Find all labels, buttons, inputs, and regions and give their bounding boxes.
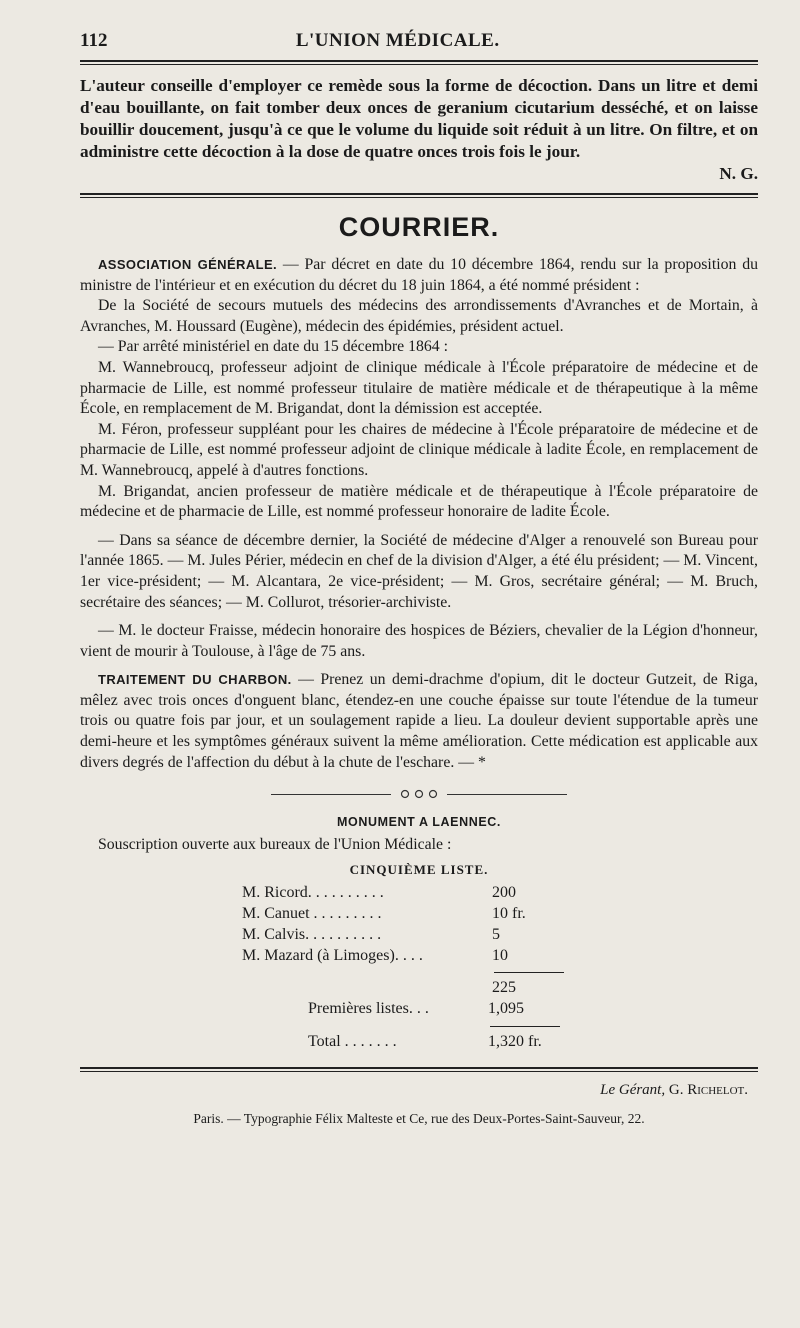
subscription-intro: Souscription ouverte aux bureaux de l'Union Médicale : <box>98 836 452 854</box>
subscriber-amount: 10 fr. <box>492 904 526 922</box>
page-number: 112 <box>80 30 108 51</box>
ornament-icon <box>397 789 441 799</box>
fraisse-paragraph: — M. le docteur Fraisse, médecin honoraire des hospices de Béziers, chevalier de la Légion d'honneur, vient de mourir à Toulouse, à l'âge de 75 ans. <box>80 622 758 660</box>
ornament-divider <box>80 789 758 799</box>
total-amount: 1,320 fr. <box>488 1032 542 1050</box>
journal-title: L'UNION MÉDICALE. <box>295 30 500 51</box>
subscription-list <box>242 882 758 998</box>
charbon-label: TRAITEMENT DU CHARBON. <box>98 672 292 688</box>
brigandat-paragraph: M. Brigandat, ancien professeur de matière médicale et de thérapeutique à l'École préparatoire de médecine et de pharmacie de Lille, est nommé professeur honoraire de ladite École. <box>80 482 758 521</box>
total-label: Total . . . . . . . <box>308 1032 397 1050</box>
gerant-name: G. Richelot. <box>668 1081 748 1098</box>
totals <box>308 998 758 1053</box>
list-title: CINQUIÈME LISTE. <box>349 861 489 877</box>
arrete-paragraph: — Par arrêté ministériel en date du 15 décembre 1864 : <box>98 338 449 356</box>
ornament-line-left <box>271 794 391 795</box>
subscriber-name: M. Canuet . . . . . . . . . <box>242 904 382 922</box>
section-title: COURRIER. <box>338 212 500 242</box>
subtotal-amount: 225 <box>492 978 516 996</box>
total-rule <box>490 1026 560 1027</box>
charbon-text: — Prenez un demi-drachme d'opium, dit le docteur Gutzeit, de Riga, mêlez avec trois onces d'onguent blanc, étendez-en une couche épaisse sur toute l'étendue de la tumeur trois ou quatre fois par jour, et un soulagement rapide a lieu. La douleur devient supportable après une demi-heure et les symptômes généraux suivent la même amélioration. Cette médication est applicable aux divers degrés de l'affection du début à la chute de l'eschare. — * <box>80 671 758 771</box>
list-item <box>242 945 758 966</box>
subscriber-amount: 10 <box>492 946 508 964</box>
wannebroucq-paragraph: M. Wannebroucq, professeur adjoint de clinique médicale à l'École préparatoire de médecine et de pharmacie de Lille, est nommé professeur titulaire de matière médicale et de thérapeutique à la même École, en remplacement de M. Brigandat, dont la démission est acceptée. <box>80 358 758 418</box>
ornament-line-right <box>447 794 567 795</box>
previous-lists-label: Premières listes. . . <box>308 999 429 1017</box>
footer-rule <box>80 1067 758 1072</box>
gerant-signature <box>80 1082 758 1099</box>
charbon-paragraph <box>80 670 758 773</box>
association-text: — Par décret en date du 10 décembre 1864, rendu sur la proposition du ministre de l'intérieur et en exécution du décret du 18 juin 1864, a été nommé président : <box>80 256 759 294</box>
subscriber-amount: 5 <box>492 925 500 943</box>
appointment-paragraph: De la Société de secours mutuels des médecins des arrondissements d'Avranches et de Mortain, à Avranches, M. Houssard (Eugène), médecin des épidémies, président actuel. <box>80 297 758 335</box>
sum-rule <box>494 972 564 973</box>
subscriber-name: M. Mazard (à Limoges). . . . <box>242 946 423 964</box>
monument-title: MONUMENT A LAENNEC. <box>337 815 501 830</box>
total-row <box>308 1031 758 1053</box>
lead-signature: N. G. <box>719 164 758 183</box>
gerant-prefix: Le Gérant, <box>600 1081 666 1098</box>
header-rule <box>80 60 758 65</box>
printer-footer: Paris. — Typographie Félix Malteste et Ce, rue des Deux-Portes-Saint-Sauveur, 22. <box>193 1110 645 1126</box>
running-header <box>80 30 758 52</box>
list-item <box>242 903 758 924</box>
association-paragraph <box>80 255 758 296</box>
previous-lists-amount: 1,095 <box>488 999 524 1017</box>
list-item <box>242 882 758 903</box>
section-rule <box>80 193 758 198</box>
list-item <box>242 924 758 945</box>
alger-paragraph: — Dans sa séance de décembre dernier, la Société de médecine d'Alger a renouvelé son Bureau pour l'année 1865. — M. Jules Périer, médecin en chef de la division d'Alger, a été élu président; — M. Vincent, 1er vice-président; — M. Alcantara, 2e vice-président; — M. Gros, secrétaire général; — M. Bruch, secrétaire des séances; — M. Collurot, trésorier-archiviste. <box>80 531 758 611</box>
subscriber-amount: 200 <box>492 883 516 901</box>
previous-lists-row <box>308 998 758 1020</box>
subscriber-name: M. Ricord. . . . . . . . . . <box>242 883 384 901</box>
lead-paragraph: L'auteur conseille d'employer ce remède sous la forme de décoction. Dans un litre et demi d'eau bouillante, on fait tomber deux onces de geranium cicutarium desséché, et on laisse bouillir doucement, jusqu'à ce que le volume du liquide soit réduit à un litre. On filtre, et on administre cette décoction à la dose de quatre onces trois fois le jour. <box>80 76 758 161</box>
subscriber-name: M. Calvis. . . . . . . . . . <box>242 925 382 943</box>
feron-paragraph: M. Féron, professeur suppléant pour les chaires de médecine à l'École préparatoire de médecine et de pharmacie de Lille, est nommé professeur adjoint de clinique médicale à ladite École, en remplacement de M. Wannebroucq, appelé à d'autres fonctions. <box>80 420 758 479</box>
association-label: ASSOCIATION GÉNÉRALE. <box>98 257 278 272</box>
subtotal-row <box>242 977 758 998</box>
